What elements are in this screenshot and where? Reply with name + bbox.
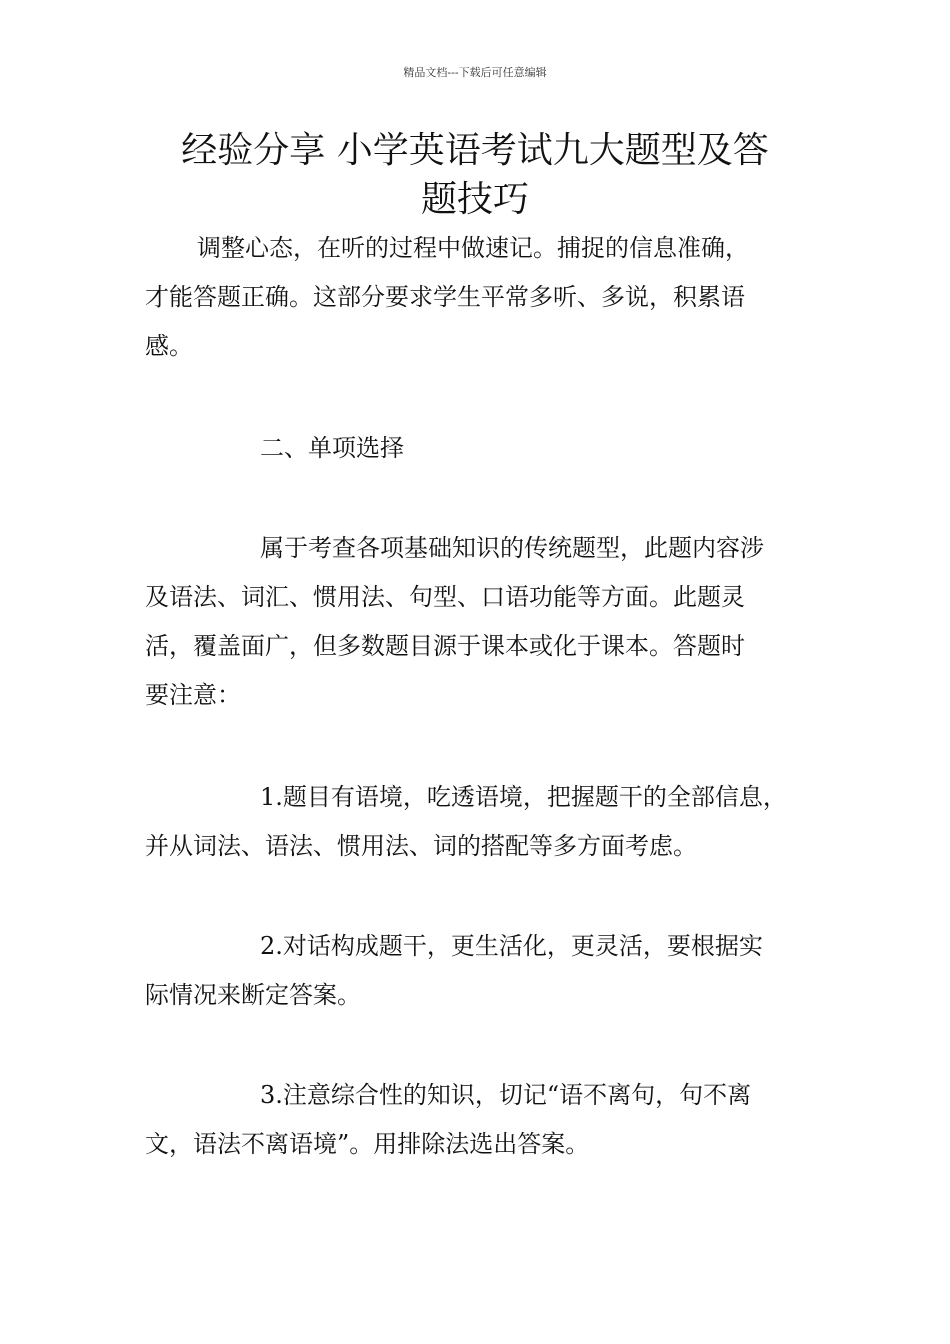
paragraph-line: 调整心态，在听的过程中做速记。捕捉的信息准确，: [197, 234, 749, 262]
paragraph-line: 及语法、词汇、惯用法、句型、口语功能等方面。此题灵: [145, 583, 745, 611]
list-item-2: [145, 922, 820, 1020]
paragraph-line: 文，语法不离语境”。用排除法选出答案。: [145, 1130, 590, 1158]
list-item-3: [145, 1071, 820, 1169]
list-item-1: [145, 773, 820, 871]
paragraph-line: 属于考查各项基础知识的传统题型，此题内容涉: [260, 534, 764, 562]
paragraph-line: 2.对话构成题干，更生活化，更灵活，要根据实: [260, 932, 763, 960]
section-description-paragraph: [145, 524, 820, 720]
intro-paragraph: [145, 224, 820, 371]
paragraph-line: 际情况来断定答案。: [145, 981, 361, 1009]
paragraph-line: 才能答题正确。这部分要求学生平常多听、多说，积累语: [145, 283, 745, 311]
paragraph-line: 并从词法、语法、惯用法、词的搭配等多方面考虑。: [145, 832, 697, 860]
paragraph-line: 活，覆盖面广，但多数题目源于课本或化于课本。答题时: [145, 632, 745, 660]
paragraph-line: 3.注意综合性的知识，切记“语不离句，句不离: [260, 1081, 752, 1109]
title-line-2: 题技巧: [420, 179, 529, 220]
paragraph-line: 感。: [145, 332, 193, 360]
section-heading-text: 二、单项选择: [260, 434, 404, 462]
section-heading: [145, 424, 820, 473]
paragraph-line: 1.题目有语境，吃透语境，把握题干的全部信息，: [260, 783, 787, 811]
page-header-note: 精品文档---下载后可任意编辑: [403, 66, 547, 79]
title-line-1: 经验分享 小学英语考试九大题型及答: [181, 130, 769, 171]
paragraph-line: 要注意：: [145, 681, 241, 709]
document-title: [145, 126, 805, 224]
